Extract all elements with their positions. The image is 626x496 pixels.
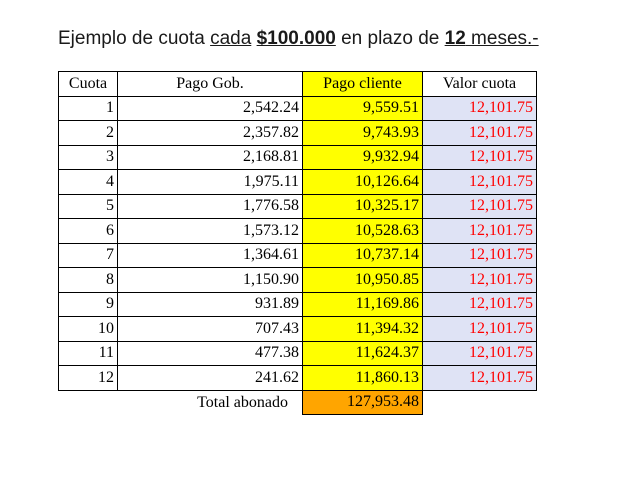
cell-valor-cuota: 12,101.75 xyxy=(423,194,537,219)
cell-valor-cuota: 12,101.75 xyxy=(423,292,537,317)
cell-pago-gob: 1,573.12 xyxy=(118,219,303,244)
table-row xyxy=(59,341,537,366)
table-header-row xyxy=(59,72,537,97)
cell-pago-cliente: 11,624.37 xyxy=(303,341,423,366)
cell-pago-gob: 1,975.11 xyxy=(118,170,303,195)
cell-cuota: 11 xyxy=(59,341,118,366)
heading-cada: cada xyxy=(210,28,252,49)
cell-cuota: 9 xyxy=(59,292,118,317)
cell-valor-cuota: 12,101.75 xyxy=(423,243,537,268)
cell-cuota: 5 xyxy=(59,194,118,219)
cell-cuota: 10 xyxy=(59,317,118,342)
cell-cuota: 12 xyxy=(59,366,118,391)
table-row xyxy=(59,145,537,170)
table-row xyxy=(59,170,537,195)
cell-pago-gob: 2,542.24 xyxy=(118,96,303,121)
cell-valor-cuota: 12,101.75 xyxy=(423,121,537,146)
cell-valor-cuota: 12,101.75 xyxy=(423,145,537,170)
heading-middle: en plazo de xyxy=(335,28,445,49)
total-empty-cell xyxy=(423,390,537,415)
cell-valor-cuota: 12,101.75 xyxy=(423,96,537,121)
cell-valor-cuota: 12,101.75 xyxy=(423,268,537,293)
table-row xyxy=(59,243,537,268)
table-row xyxy=(59,366,537,391)
cell-cuota: 8 xyxy=(59,268,118,293)
heading-amount: $100.000 xyxy=(256,28,336,49)
table-row xyxy=(59,268,537,293)
header-pago-cliente: Pago cliente xyxy=(303,72,423,97)
cell-valor-cuota: 12,101.75 xyxy=(423,219,537,244)
cell-valor-cuota: 12,101.75 xyxy=(423,317,537,342)
cell-pago-cliente: 10,528.63 xyxy=(303,219,423,244)
cell-pago-gob: 1,776.58 xyxy=(118,194,303,219)
cell-cuota: 7 xyxy=(59,243,118,268)
cell-pago-cliente: 9,932.94 xyxy=(303,145,423,170)
page-heading xyxy=(58,27,539,51)
table-row xyxy=(59,194,537,219)
cell-pago-gob: 1,364.61 xyxy=(118,243,303,268)
cell-pago-gob: 1,150.90 xyxy=(118,268,303,293)
cell-pago-gob: 2,357.82 xyxy=(118,121,303,146)
cell-pago-cliente: 11,169.86 xyxy=(303,292,423,317)
total-row xyxy=(59,390,537,415)
heading-months-number: 12 xyxy=(444,28,466,49)
cell-pago-cliente: 9,743.93 xyxy=(303,121,423,146)
cell-cuota: 1 xyxy=(59,96,118,121)
cell-valor-cuota: 12,101.75 xyxy=(423,341,537,366)
cell-pago-gob: 931.89 xyxy=(118,292,303,317)
table-row xyxy=(59,121,537,146)
table-row xyxy=(59,317,537,342)
cell-cuota: 6 xyxy=(59,219,118,244)
total-value: 127,953.48 xyxy=(303,390,423,415)
total-label: Total abonado xyxy=(197,393,288,411)
table-row xyxy=(59,219,537,244)
cell-pago-gob: 241.62 xyxy=(118,366,303,391)
cell-pago-cliente: 10,950.85 xyxy=(303,268,423,293)
cell-pago-cliente: 11,394.32 xyxy=(303,317,423,342)
heading-months-rest: meses.- xyxy=(465,28,539,49)
cell-pago-cliente: 10,737.14 xyxy=(303,243,423,268)
cell-pago-cliente: 10,325.17 xyxy=(303,194,423,219)
header-cuota: Cuota xyxy=(59,72,118,97)
cell-pago-cliente: 9,559.51 xyxy=(303,96,423,121)
installments-table xyxy=(58,71,537,415)
cell-cuota: 4 xyxy=(59,170,118,195)
cell-pago-gob: 477.38 xyxy=(118,341,303,366)
cell-cuota: 2 xyxy=(59,121,118,146)
cell-pago-cliente: 10,126.64 xyxy=(303,170,423,195)
header-pago-gob: Pago Gob. xyxy=(118,72,303,97)
cell-pago-gob: 707.43 xyxy=(118,317,303,342)
table-row xyxy=(59,292,537,317)
cell-valor-cuota: 12,101.75 xyxy=(423,170,537,195)
cell-pago-gob: 2,168.81 xyxy=(118,145,303,170)
table-row xyxy=(59,96,537,121)
cell-cuota: 3 xyxy=(59,145,118,170)
header-valor-cuota: Valor cuota xyxy=(423,72,537,97)
cell-valor-cuota: 12,101.75 xyxy=(423,366,537,391)
heading-prefix: Ejemplo de cuota xyxy=(58,28,211,49)
cell-pago-cliente: 11,860.13 xyxy=(303,366,423,391)
